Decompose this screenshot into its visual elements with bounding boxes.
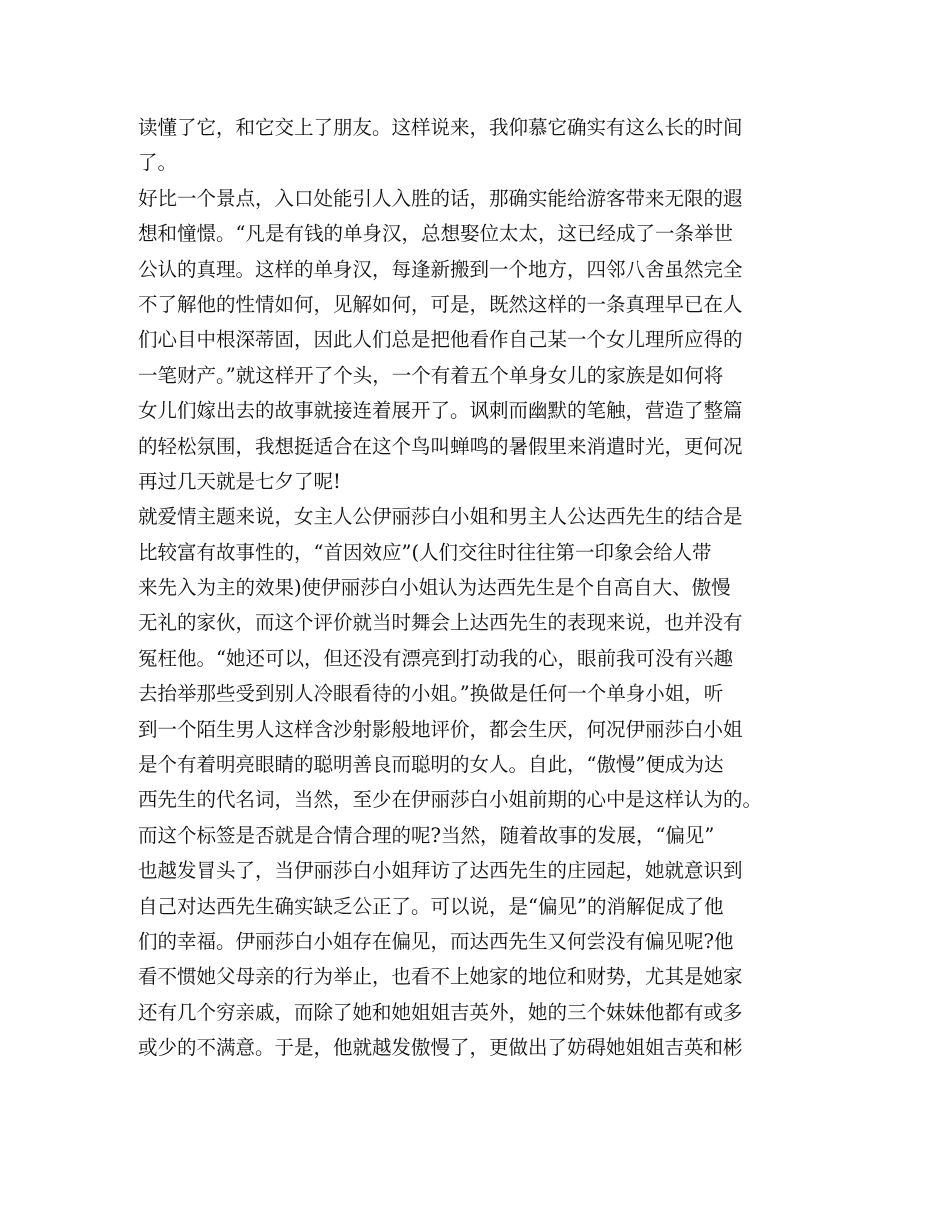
- text-line: 读懂了它，和它交上了朋友。这样说来，我仰慕它确实有这么长的时间: [138, 116, 743, 139]
- text-line: 女儿们嫁出去的故事就接连着展开了。讽刺而幽默的笔触，营造了整篇: [138, 399, 743, 423]
- text-line: 公认的真理。这样的单身汉，每逢新搬到一个地方，四邻八舍虽然完全: [138, 257, 743, 281]
- text-line: 一笔财产。”就这样开了个头，一个有着五个单身女儿的家族是如何将: [138, 363, 724, 387]
- text-line: 或少的不满意。于是，他就越发傲慢了，更做出了妨碍她姐姐吉英和彬: [138, 1036, 743, 1060]
- text-line: 的轻松氛围，我想挺适合在这个鸟叫蝉鸣的暑假里来消遣时光，更何况: [138, 434, 743, 458]
- text-line: 去抬举那些受到别人冷眼看待的小姐。”换做是任何一个单身小姐，听: [138, 682, 724, 706]
- text-line: 来先入为主的效果)使伊丽莎白小姐认为达西先生是个自高自大、傲慢: [138, 576, 731, 600]
- text-line: 好比一个景点，入口处能引人入胜的话，那确实能给游客带来无限的遐: [138, 186, 743, 210]
- text-line: 了。: [138, 151, 178, 175]
- text-line: 看不惯她父母亲的行为举止，也看不上她家的地位和财势，尤其是她家: [138, 965, 743, 989]
- text-line: 们心目中根深蒂固，因此人们总是把他看作自己某一个女儿理所应得的: [138, 328, 743, 352]
- text-line: 比较富有故事性的，“首因效应”(人们交往时往往第一印象会给人带: [138, 540, 712, 564]
- text-line: 而这个标签是否就是合情合理的呢?当然，随着故事的发展，“偏见”: [138, 823, 715, 847]
- text-line: 再过几天就是七夕了呢!: [138, 469, 341, 493]
- text-line: 自己对达西先生确实缺乏公正了。可以说，是“偏见”的消解促成了他: [138, 894, 724, 918]
- text-line: 就爱情主题来说，女主人公伊丽莎白小姐和男主人公达西先生的结合是: [138, 505, 743, 529]
- body-text: [138, 110, 828, 1066]
- text-line: 到一个陌生男人这样含沙射影般地评价，都会生厌，何况伊丽莎白小姐: [138, 717, 743, 741]
- text-line: 不了解他的性情如何，见解如何，可是，既然这样的一条真理早已在人: [138, 292, 743, 316]
- text-line: 西先生的代名词，当然，至少在伊丽莎白小姐前期的心中是这样认为的。: [138, 788, 763, 812]
- text-line: 也越发冒头了，当伊丽莎白小姐拜访了达西先生的庄园起，她就意识到: [138, 859, 743, 883]
- text-line: 冤枉他。“她还可以，但还没有漂亮到打动我的心，眼前我可没有兴趣: [138, 646, 733, 670]
- text-line: 无礼的家伙，而这个评价就当时舞会上达西先生的表现来说，也并没有: [138, 611, 743, 635]
- text-line: 们的幸福。伊丽莎白小姐存在偏见，而达西先生又何尝没有偏见呢?他: [138, 929, 734, 953]
- text-line: 还有几个穷亲戚，而除了她和她姐姐吉英外，她的三个妹妹他都有或多: [138, 1000, 743, 1024]
- text-line: 想和憧憬。“凡是有钱的单身汉，总想娶位太太，这已经成了一条举世: [138, 222, 733, 246]
- text-line: 是个有着明亮眼睛的聪明善良而聪明的女人。自此，“傲慢”便成为达: [138, 753, 724, 777]
